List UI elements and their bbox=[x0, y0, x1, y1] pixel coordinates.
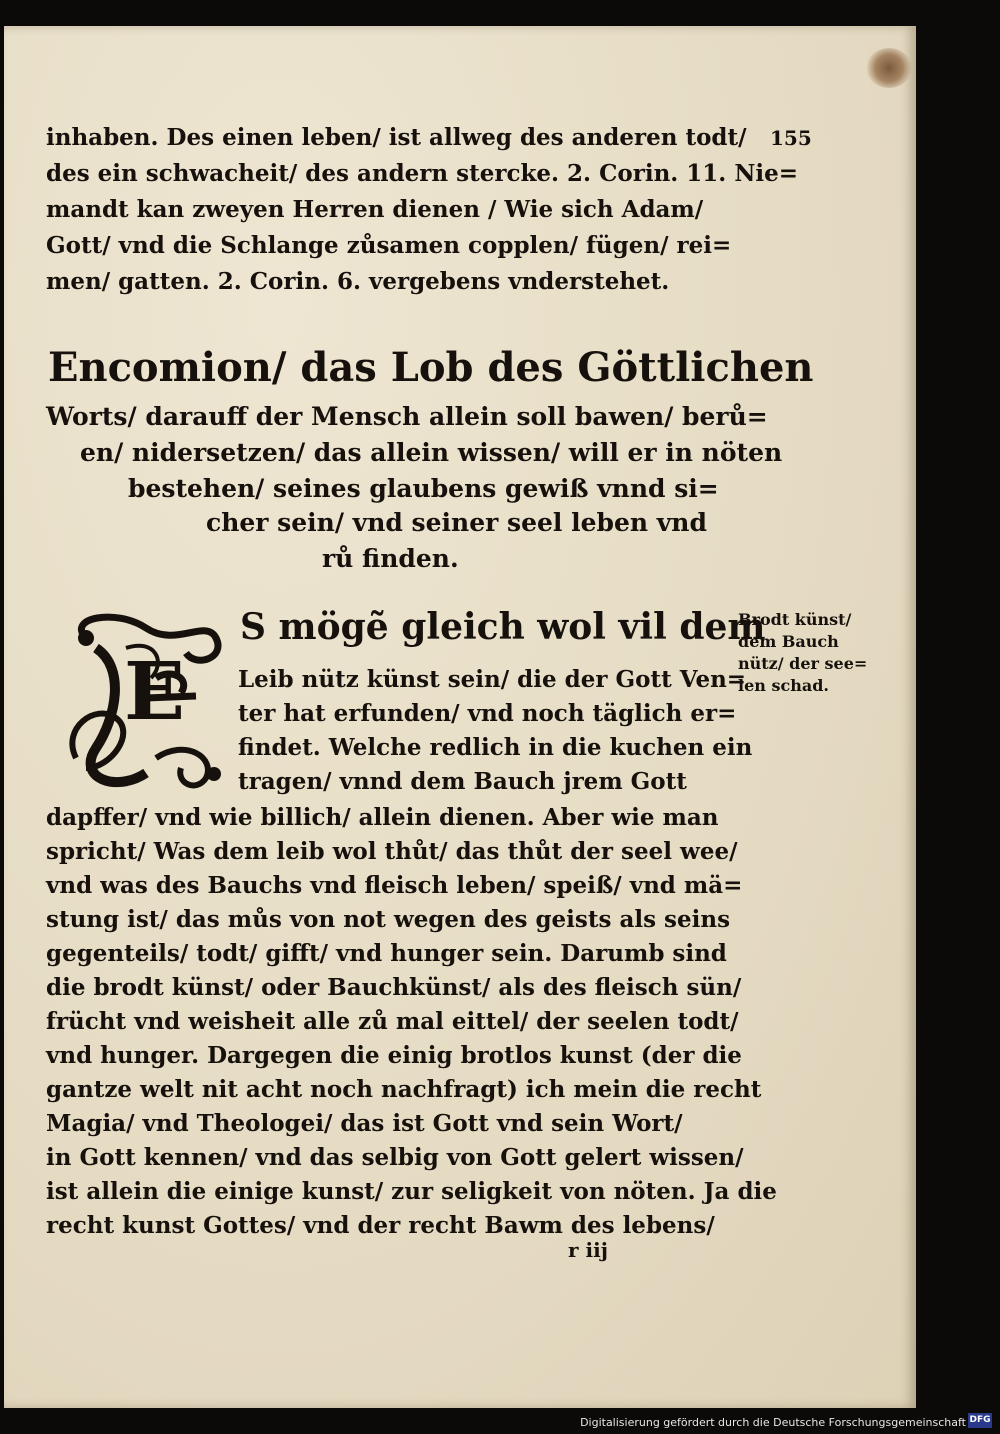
signature-mark: r iij bbox=[568, 1238, 608, 1262]
body-line-indented: tragen/ vnnd dem Bauch jrem Gott bbox=[238, 768, 687, 795]
body-first-line: S mögẽ gleich wol vil dem bbox=[240, 606, 766, 648]
section-heading-line: Worts/ darauff der Mensch allein soll bawen/ berů= bbox=[46, 402, 768, 431]
section-heading-title: Encomion/ das Lob des Göttlichen bbox=[48, 344, 814, 391]
top-paragraph-line: mandt kan zweyen Herren dienen / Wie sich Adam/ bbox=[46, 196, 704, 223]
section-heading-line: en/ nidersetzen/ das allein wissen/ will er in nöten bbox=[80, 438, 783, 467]
body-line-indented: findet. Welche redlich in die kuchen ein bbox=[238, 734, 753, 761]
body-line: ist allein die einige kunst/ zur seligkeit von nöten. Ja die bbox=[46, 1178, 777, 1205]
margin-note-line: dem Bauch bbox=[738, 632, 839, 651]
body-line-indented: ter hat erfunden/ vnd noch täglich er= bbox=[238, 700, 737, 727]
margin-note-line: Brodt künst/ bbox=[738, 610, 852, 629]
body-line: gantze welt nit acht noch nachfragt) ich mein die recht bbox=[46, 1076, 762, 1103]
body-line: Magia/ vnd Theologei/ das ist Gott vnd sein Wort/ bbox=[46, 1110, 683, 1137]
footer-credit: Digitalisierung gefördert durch die Deutsche Forschungsgemeinschaft bbox=[580, 1416, 966, 1429]
body-line: vnd hunger. Dargegen die einig brotlos kunst (der die bbox=[46, 1042, 742, 1069]
body-line: frücht vnd weisheit alle zů mal eittel/ der seelen todt/ bbox=[46, 1008, 739, 1035]
decorated-initial-letter: E bbox=[124, 644, 185, 738]
top-paragraph-line: inhaben. Des einen leben/ ist allweg des anderen todt/ bbox=[46, 124, 747, 151]
top-paragraph-line: men/ gatten. 2. Corin. 6. vergebens vnderstehet. bbox=[46, 268, 670, 295]
body-line: gegenteils/ todt/ gifft/ vnd hunger sein. Darumb sind bbox=[46, 940, 727, 967]
body-line: die brodt künst/ oder Bauchkünst/ als des fleisch sün/ bbox=[46, 974, 742, 1001]
dfg-logo: DFG bbox=[968, 1413, 992, 1428]
margin-note-line: len schad. bbox=[738, 676, 829, 695]
body-line: spricht/ Was dem leib wol thůt/ das thůt der seel wee/ bbox=[46, 838, 738, 865]
body-line: in Gott kennen/ vnd das selbig von Gott gelert wissen/ bbox=[46, 1144, 744, 1171]
body-line: dapffer/ vnd wie billich/ allein dienen. Aber wie man bbox=[46, 804, 719, 831]
body-line: stung ist/ das můs von not wegen des geists als seins bbox=[46, 906, 731, 933]
decorated-initial bbox=[56, 608, 232, 794]
body-line: vnd was des Bauchs vnd fleisch leben/ speiß/ vnd mä= bbox=[46, 872, 743, 899]
section-heading-line: rů finden. bbox=[322, 544, 459, 573]
body-line: recht kunst Gottes/ vnd der recht Bawm des lebens/ bbox=[46, 1212, 715, 1239]
body-line-indented: Leib nütz künst sein/ die der Gott Ven= bbox=[238, 666, 747, 693]
page-number: 155 bbox=[770, 126, 812, 150]
section-heading-line: cher sein/ vnd seiner seel leben vnd bbox=[206, 508, 707, 537]
section-heading-line: bestehen/ seines glaubens gewiß vnnd si= bbox=[128, 474, 719, 503]
top-paragraph-line: des ein schwacheit/ des andern stercke. 2. Corin. 11. Nie= bbox=[46, 160, 798, 187]
page-stain bbox=[866, 48, 912, 88]
margin-note-line: nütz/ der see= bbox=[738, 654, 868, 673]
top-paragraph-line: Gott/ vnd die Schlange zůsamen copplen/ fügen/ rei= bbox=[46, 232, 732, 259]
